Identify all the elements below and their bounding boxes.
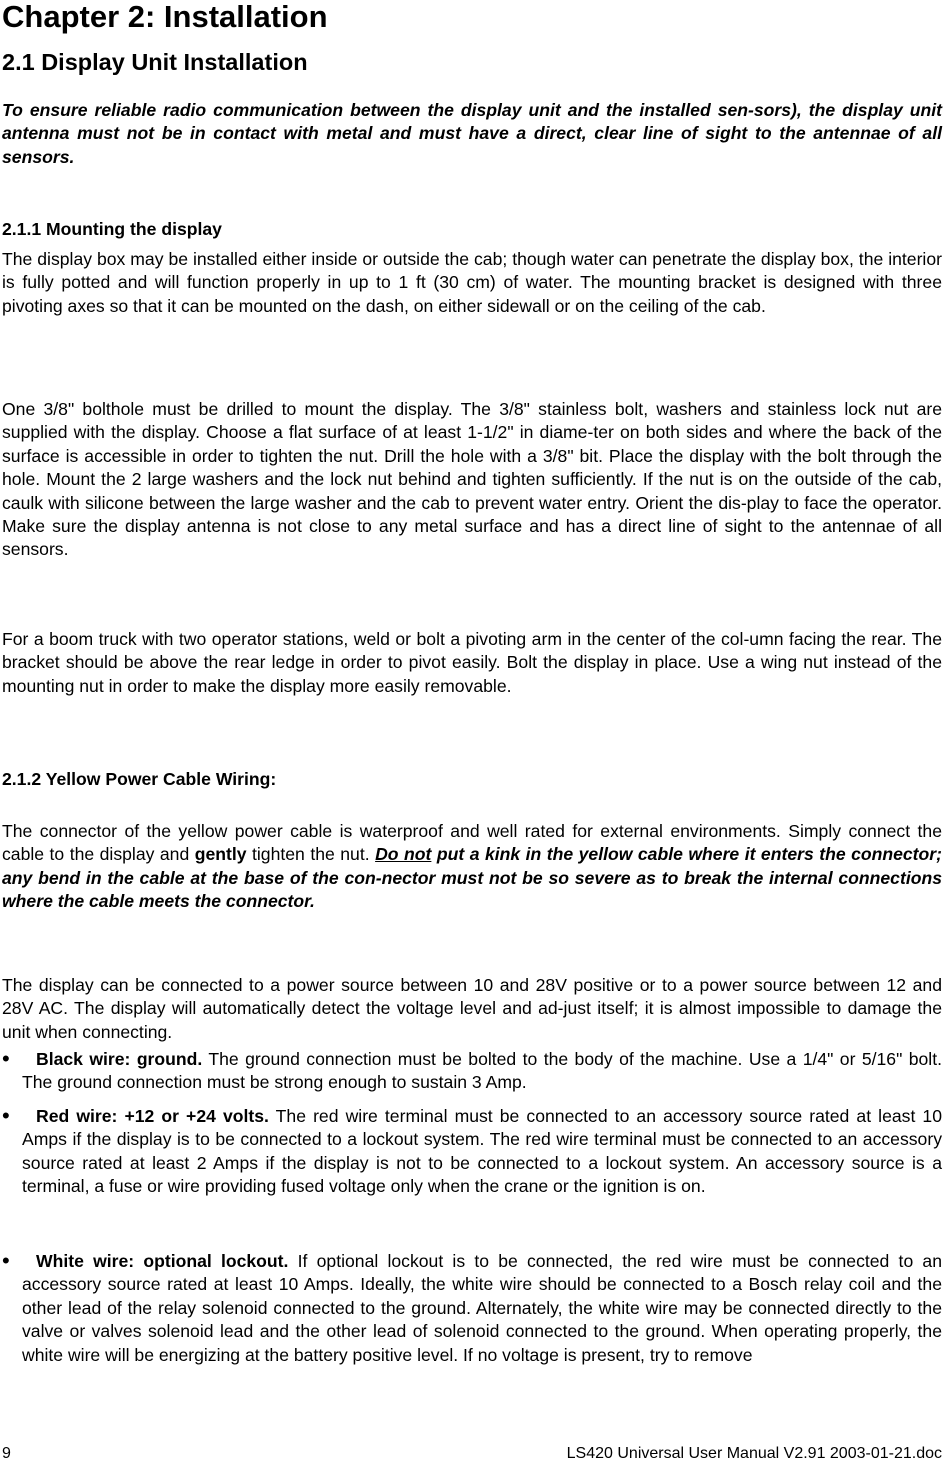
bullet-label: Red wire: +12 or +24 volts. — [36, 1106, 269, 1126]
chapter-title: Chapter 2: Installation — [2, 0, 328, 34]
bullet-text: If optional lockout is to be connected, the red wire must be connected to an accessory source rated at least 10 Amps. Ideally, the white wire should be connected to a Bosch relay coil and the other lead of the relay solenoid connected to the ground. Alternately, the white wire may be connected directly to the valve or valves solenoid lead and the other lead of solenoid connected to the ground. When operating properly, the white wire will be energizing at the battery positive level. If no voltage is present, try to remove — [22, 1251, 943, 1365]
bullet-text: The ground connection must be bolted to the body of the machine. Use a 1/4" or 5/16" bolt. The ground connection must be strong enough to sustain 3 Amp. — [22, 1049, 942, 1093]
bullet-text: The red wire terminal must be connected to an accessory source rated at least 10 Amps if the display is to be connected to a lockout system. The red wire terminal must be connected to an accessory source rated at least 2 Amps if the display is not to be connected to a lockout system. An accessory source is a terminal, a fuse or wire providing fused voltage only when the crane or the ignition is on. — [22, 1106, 942, 1197]
intro-paragraph: To ensure reliable radio communication between the display unit and the installed sen-sors), the display unit antenna must not be in contact with metal and must have a direct, clear line of sight to the antennae of all sensors. — [2, 100, 942, 167]
mounting-paragraph-2: One 3/8" bolthole must be drilled to mount the display. The 3/8" stainless bolt, washers and stainless lock nut are supplied with the display. Choose a flat surface of at least 1-1/2" in diame-ter on both sides and where the back of the surface is accessible in order to tighten the nut. Drill the hole with a 3/8" bit. Place the display with the bolt through the hole. Mount the 2 large washers and the lock nut behind and tighten sufficiently. If the nut is on the outside of the cab, caulk with silicone between the large washer and the cab to prevent water entry. Orient the dis-play to face the operator. Make sure the display antenna is not close to any metal surface and has a direct line of sight to the antennae of all sensors. — [2, 399, 942, 560]
bullet-label: Black wire: ground. — [36, 1049, 203, 1069]
bullet-icon: • — [2, 1046, 10, 1071]
wiring-paragraph-2: The display can be connected to a power source between 10 and 28V positive or to a power source between 12 and 28V AC. The display will automatically detect the voltage level and ad-just itself; it is almost impossible to damage the unit when connecting. — [2, 975, 942, 1042]
bullet-icon: • — [2, 1248, 10, 1273]
page-number: 9 — [2, 1445, 11, 1462]
list-item-black-wire — [2, 1048, 942, 1095]
section-title: 2.1 Display Unit Installation — [2, 49, 308, 75]
list-item-white-wire — [2, 1250, 942, 1367]
gently-emphasis: gently — [194, 844, 247, 865]
bullet-label: White wire: optional lockout. — [36, 1251, 289, 1271]
wiring-paragraph-1 — [2, 820, 942, 914]
subsection-title-wiring: 2.1.2 Yellow Power Cable Wiring: — [2, 769, 277, 789]
list-item-red-wire — [2, 1105, 942, 1199]
document-name: LS420 Universal User Manual V2.91 2003-01-21.doc — [566, 1445, 942, 1462]
wiring-warning: put a kink in the yellow cable where it enters the connector; any bend in the cable at the base of the con-nector must not be so severe as to break the internal connections where the cable meets the connector. — [2, 844, 942, 912]
do-not-emphasis: Do not — [375, 844, 432, 865]
subsection-title-mounting: 2.1.1 Mounting the display — [2, 219, 222, 239]
bullet-icon: • — [2, 1103, 10, 1128]
mounting-paragraph-3: For a boom truck with two operator stations, weld or bolt a pivoting arm in the center of the col-umn facing the rear. The bracket should be above the rear ledge in order to pivot easily. Bolt the display in place. Use a wing nut instead of the mounting nut in order to make the display more easily removable. — [2, 629, 942, 696]
mounting-paragraph-1: The display box may be installed either inside or outside the cab; though water can penetrate the display box, the interior is fully potted and will function properly in up to 1 ft (30 cm) of water. The mounting bracket is designed with three pivoting axes so that it can be mounted on the dash, on either sidewall or on the ceiling of the cab. — [2, 249, 942, 316]
wiring-text-b: tighten the nut. — [246, 844, 376, 865]
wiring-text-a: The connector of the yellow power cable is waterproof and well rated for external environments. Simply connect the cable to the display and — [2, 821, 942, 865]
